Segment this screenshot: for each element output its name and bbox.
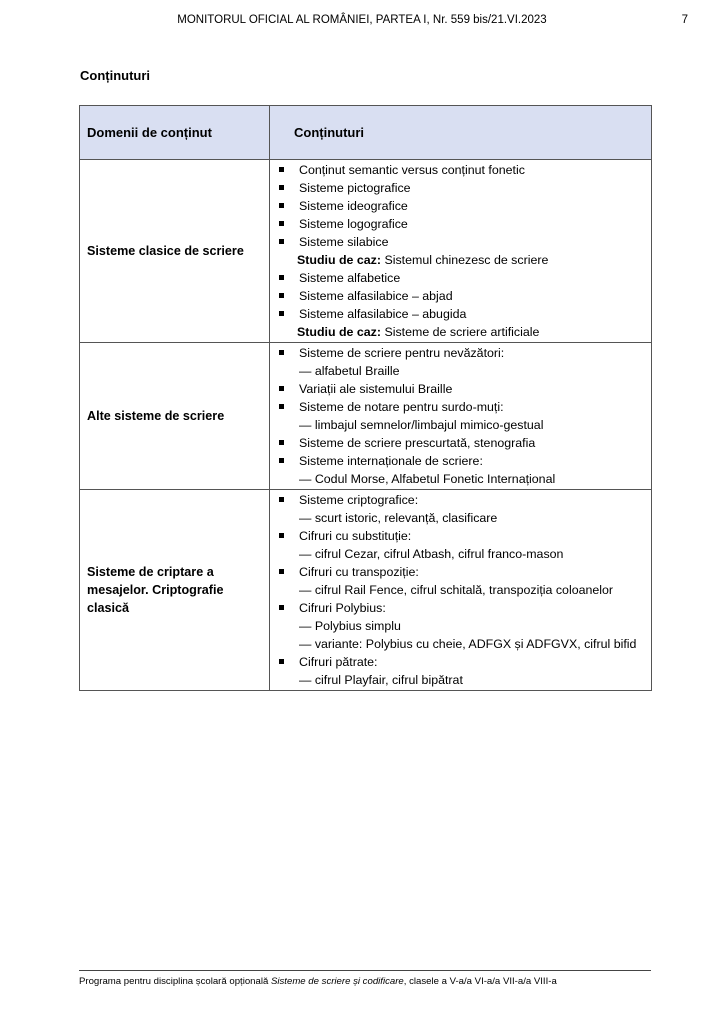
list-item: Sisteme alfasilabice – abugida — [277, 305, 647, 323]
column-header-contents: Conținuturi — [270, 106, 652, 160]
contents-cell — [270, 343, 652, 490]
list-item: Sisteme pictografice — [277, 179, 647, 197]
sub-list-item: — Polybius simplu — [299, 619, 401, 633]
footer-divider — [79, 970, 651, 971]
table-row — [80, 160, 652, 343]
contents-cell — [270, 160, 652, 343]
case-study-label: Studiu de caz: — [297, 325, 381, 339]
contents-cell — [270, 490, 652, 691]
sub-list-item: — alfabetul Braille — [299, 364, 400, 378]
list-item: Variații ale sistemului Braille — [277, 380, 647, 398]
header-title: MONITORUL OFICIAL AL ROMÂNIEI, PARTEA I, Nr. 559 bis/21.VI.2023 — [177, 14, 547, 26]
list-item: Cifruri cu substituție: — [277, 527, 647, 545]
list-item: Cifruri Polybius: — [277, 599, 647, 617]
contents-list — [277, 491, 647, 689]
page-number: 7 — [681, 14, 688, 26]
case-study-item — [277, 323, 647, 341]
list-item: Sisteme de notare pentru surdo-muți: — [277, 398, 647, 416]
list-item: Sisteme internaționale de scriere: — [277, 452, 647, 470]
content-table — [79, 105, 652, 691]
domain-cell: Sisteme de criptare a mesajelor. Criptografie clasică — [80, 490, 270, 691]
domain-cell: Alte sisteme de scriere — [80, 343, 270, 490]
list-item: Sisteme logografice — [277, 215, 647, 233]
contents-list — [277, 344, 647, 488]
page-footer — [79, 976, 557, 988]
list-item: Sisteme alfabetice — [277, 269, 647, 287]
sub-list-item: — cifrul Rail Fence, cifrul schitală, transpoziția coloanelor — [299, 583, 614, 597]
table-row — [80, 490, 652, 691]
sub-list-item: — scurt istoric, relevanță, clasificare — [299, 511, 498, 525]
table-row — [80, 343, 652, 490]
page-header — [0, 12, 724, 28]
case-study-text: Sisteme de scriere artificiale — [384, 325, 540, 339]
list-item: Sisteme criptografice: — [277, 491, 647, 509]
footer-prefix: Programa pentru disciplina școlară opțională — [79, 976, 271, 987]
list-item: Sisteme silabice — [277, 233, 647, 251]
footer-suffix: , clasele a V-a/a VI-a/a VII-a/a VIII-a — [403, 976, 557, 987]
table-header-row — [80, 106, 652, 160]
case-study-label: Studiu de caz: — [297, 253, 381, 267]
case-study-text: Sistemul chinezesc de scriere — [384, 253, 549, 267]
case-study-item — [277, 251, 647, 269]
list-item: Sisteme alfasilabice – abjad — [277, 287, 647, 305]
list-item: Sisteme de scriere pentru nevăzători: — [277, 344, 647, 362]
sub-list-item: — variante: Polybius cu cheie, ADFGX și ADFGVX, cifrul bifid — [299, 637, 637, 651]
list-item: Sisteme ideografice — [277, 197, 647, 215]
domain-cell: Sisteme clasice de scriere — [80, 160, 270, 343]
section-title: Conținuturi — [80, 68, 151, 83]
contents-list — [277, 161, 647, 341]
list-item: Cifruri cu transpoziție: — [277, 563, 647, 581]
sub-list-item: — cifrul Cezar, cifrul Atbash, cifrul franco-mason — [299, 547, 564, 561]
column-header-domain: Domenii de conținut — [80, 106, 270, 160]
footer-italic-title: Sisteme de scriere și codificare — [270, 976, 404, 987]
sub-list-item: — limbajul semnelor/limbajul mimico-gestual — [299, 418, 544, 432]
list-item: Conținut semantic versus conținut fonetic — [277, 161, 647, 179]
sub-list-item: — Codul Morse, Alfabetul Fonetic Internațional — [299, 472, 556, 486]
sub-list-item: — cifrul Playfair, cifrul bipătrat — [299, 673, 463, 687]
list-item: Cifruri pătrate: — [277, 653, 647, 671]
list-item: Sisteme de scriere prescurtată, stenografia — [277, 434, 647, 452]
